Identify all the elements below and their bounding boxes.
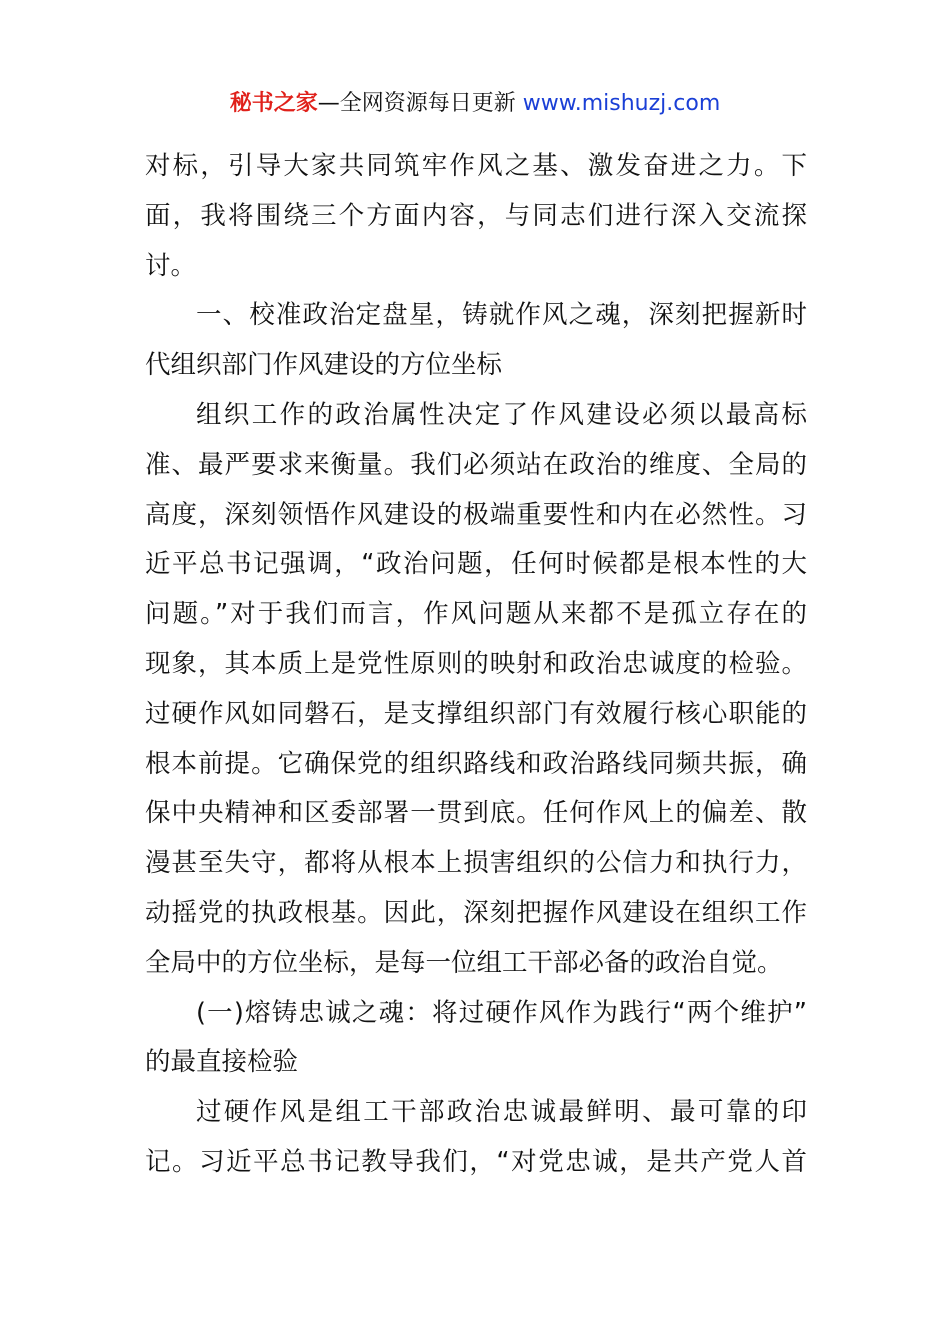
text-line: 近平总书记强调，“政治问题，任何时候都是根本性的大 [145,549,807,580]
subsection-heading-line: 的最直接检验 [145,1047,299,1078]
text-line: 保中央精神和区委部署一贯到底。任何作风上的偏差、散 [145,798,807,829]
subsection-heading-line: (一)熔铸忠诚之魂：将过硬作风作为践行“两个维护” [196,997,807,1028]
text-line: 准、最严要求来衡量。我们必须站在政治的维度、全局的 [145,449,807,480]
text-line: 面，我将围绕三个方面内容，与同志们进行深入交流探 [145,200,807,231]
text-line: 过硬作风如同磐石，是支撑组织部门有效履行核心职能的 [145,698,807,729]
text-line: 高度，深刻领悟作风建设的极端重要性和内在必然性。习 [145,499,807,530]
section-heading-line: 代组织部门作风建设的方位坐标 [145,350,503,381]
site-brand: 秘书之家 [229,91,318,116]
text-line: 记。习近平总书记教导我们，“对党忠诚，是共产党人首 [145,1146,807,1177]
text-line: 根本前提。它确保党的组织路线和政治路线同频共振，确 [145,748,807,779]
site-tagline: —全网资源每日更新 [317,91,523,116]
text-line: 问题。”对于我们而言，作风问题从来都不是孤立存在的 [145,599,807,630]
text-line: 对标，引导大家共同筑牢作风之基、激发奋进之力。下 [145,151,807,181]
text-line: 现象，其本质上是党性原则的映射和政治忠诚度的检验。 [145,648,807,679]
document-body [145,142,807,1188]
site-url-link[interactable]: www.mishuzj.com [522,91,721,116]
text-line: 漫甚至失守，都将从根本上损害组织的公信力和执行力， [145,848,807,879]
section-heading-line: 一、校准政治定盘星，铸就作风之魂，深刻把握新时 [196,300,807,331]
text-line: 讨。 [145,250,197,281]
text-line: 全局中的方位坐标，是每一位组工干部必备的政治自觉。 [145,947,783,978]
text-line: 动摇党的执政根基。因此，深刻把握作风建设在组织工作 [145,897,807,928]
page-header [0,86,950,122]
text-line: 组织工作的政治属性决定了作风建设必须以最高标 [196,399,807,430]
text-line: 过硬作风是组工干部政治忠诚最鲜明、最可靠的印 [196,1097,807,1128]
